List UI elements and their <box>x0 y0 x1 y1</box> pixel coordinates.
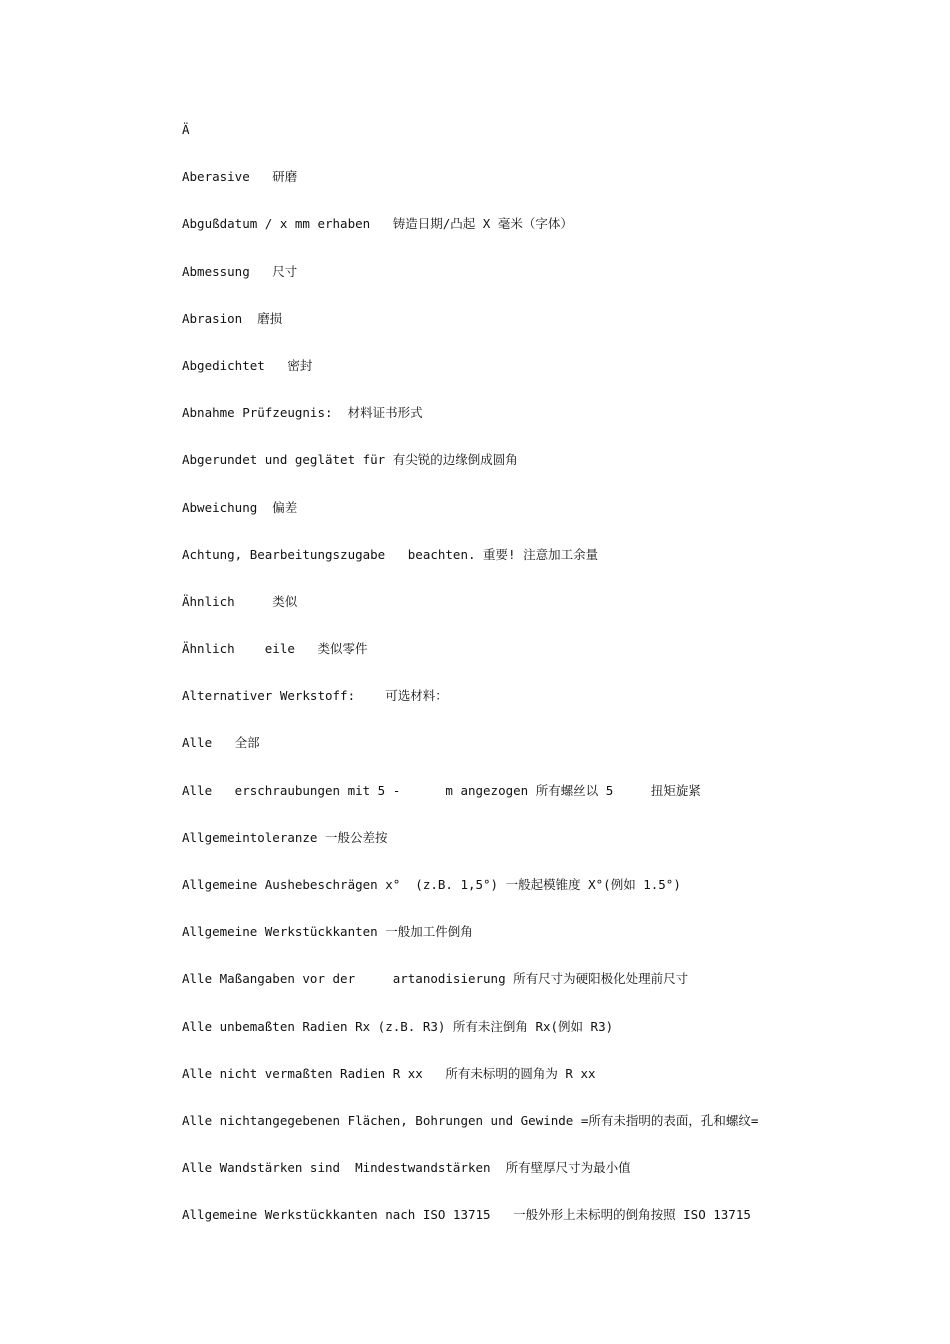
glossary-entry: Allgemeintoleranze 一般公差按 <box>182 829 388 845</box>
glossary-entry: Alle Maßangaben vor der artanodisierung 所有尺寸为硬阳极化处理前尺寸 <box>182 971 689 987</box>
glossary-entries <box>182 121 882 1254</box>
glossary-entry: Abnahme Prüfzeugnis: 材料证书形式 <box>182 405 423 421</box>
glossary-entry: Alle erschraubungen mit 5 - m angezogen 所有螺丝以 5 扭矩旋紧 <box>182 782 701 798</box>
glossary-entry: Alle Wandstärken sind Mindestwandstärken 所有壁厚尺寸为最小值 <box>182 1160 631 1176</box>
glossary-entry: Abweichung 偏差 <box>182 499 298 515</box>
glossary-entry: Abrasion 磨损 <box>182 310 283 326</box>
glossary-entry: Alternativer Werkstoff: 可选材料： <box>182 688 448 704</box>
glossary-entry: Abgerundet und geglätet für 有尖锐的边缘倒成圆角 <box>182 452 518 468</box>
glossary-entry: Abgedichtet 密封 <box>182 357 313 373</box>
glossary-entry: Abgußdatum / x mm erhaben 铸造日期/凸起 X 毫米（字体） <box>182 216 573 232</box>
glossary-entry: Ähnlich eile 类似零件 <box>182 641 368 657</box>
glossary-entry: Allgemeine Werkstückkanten 一般加工件倒角 <box>182 924 473 940</box>
glossary-entry: Abmessung 尺寸 <box>182 263 298 279</box>
glossary-entry: Alle nicht vermaßten Radien R xx 所有未标明的圆角为 R xx <box>182 1065 596 1081</box>
glossary-entry: Alle unbemaßten Radien Rx (z.B. R3) 所有未注倒角 Rx(例如 R3) <box>182 1018 614 1034</box>
glossary-entry: Alle 全部 <box>182 735 260 751</box>
glossary-entry: Achtung, Bearbeitungszugabe beachten. 重要! 注意加工余量 <box>182 546 599 562</box>
glossary-entry: Allgemeine Aushebeschrägen x° (z.B. 1,5°) 一般起模锥度 X°(例如 1.5°) <box>182 877 681 892</box>
glossary-entry: Alle nichtangegebenen Flächen, Bohrungen und Gewinde =所有未指明的表面，孔和螺纹= <box>182 1112 759 1128</box>
glossary-entry: Allgemeine Werkstückkanten nach ISO 13715 一般外形上未标明的倒角按照 ISO 13715 <box>182 1207 751 1223</box>
glossary-entry: Aberasive 研磨 <box>182 169 298 185</box>
glossary-entry: Ä <box>182 122 190 137</box>
glossary-entry: Ähnlich 类似 <box>182 593 298 609</box>
